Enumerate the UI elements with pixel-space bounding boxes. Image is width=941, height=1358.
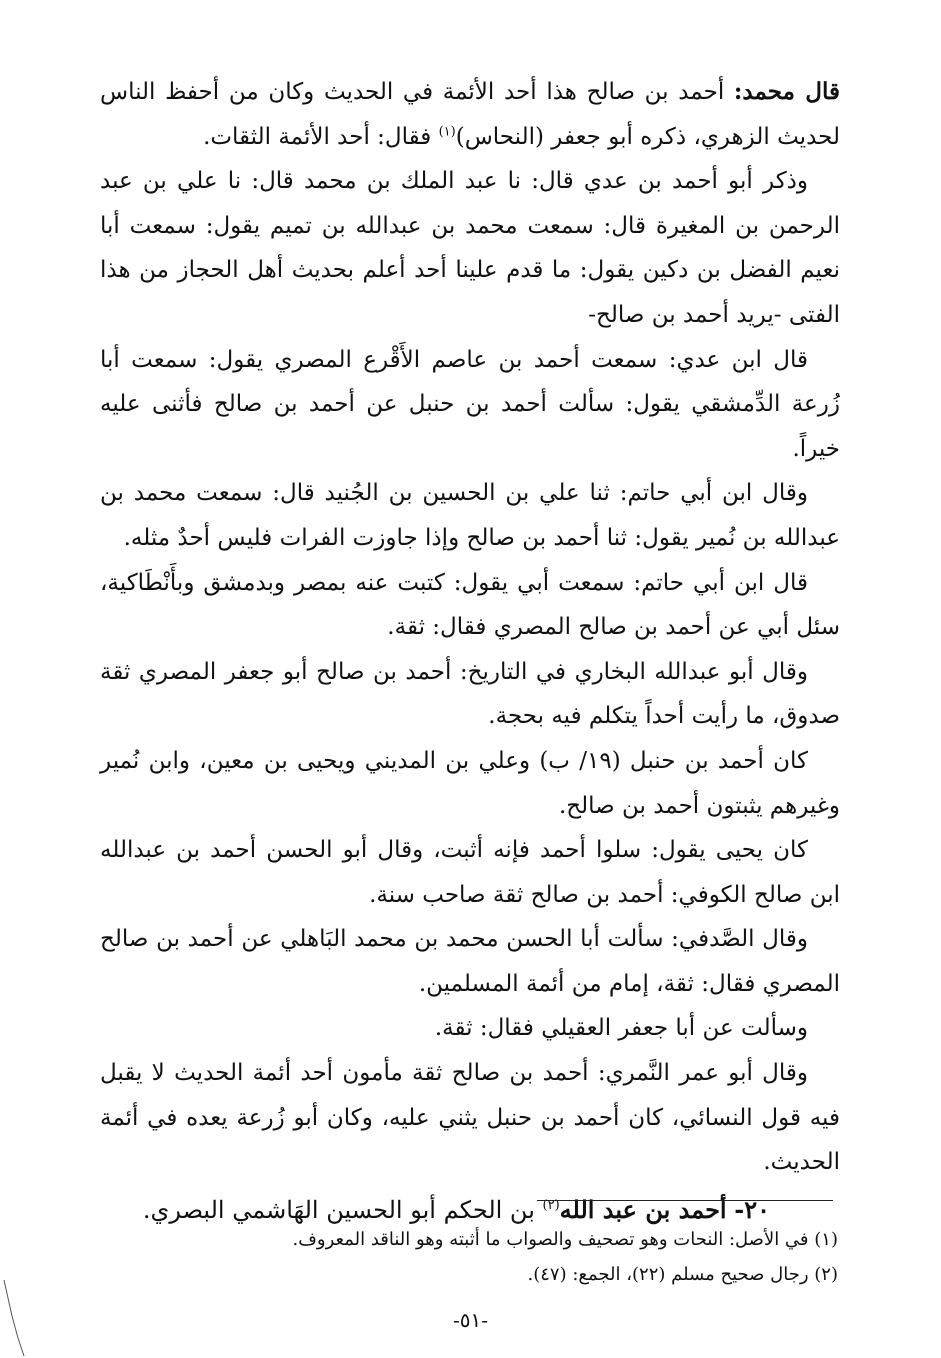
- footnote-divider: [537, 1200, 833, 1201]
- paragraph-text-after: فقال: أحد الأئمة الثقات.: [203, 123, 439, 150]
- footnote-ref: (٢): [542, 1197, 560, 1213]
- page-number: -٥١-: [452, 1308, 488, 1332]
- paragraph: وسألت عن أبا جعفر العقيلي فقال: ثقة.: [434, 1015, 808, 1042]
- entry-rest: بن الحكم أبو الحسين الهَاشمي البصري.: [142, 1195, 543, 1224]
- paragraph: قال ابن عدي: سمعت أحمد بن عاصم الأَقْرع المصري يقول: سمعت أبا زُرعة الدِّمشقي يقول: سألت أحمد بن حنبل عن أحمد بن صالح فأثنى عليه خيراً.: [100, 346, 840, 462]
- footnotes: [100, 1222, 838, 1292]
- paragraph-lead: قال محمد:: [733, 78, 840, 105]
- paragraph: كان يحيى يقول: سلوا أحمد فإنه أثبت، وقال أبو الحسن أحمد بن عبدالله ابن صالح الكوفي: أحمد بن صالح ثقة صاحب سنة.: [100, 837, 840, 908]
- footnote: (١) في الأصل: النحات وهو تصحيف والصواب ما أثبته وهو الناقد المعروف.: [292, 1229, 838, 1250]
- paragraph: وقال الصَّدفي: سألت أبا الحسن محمد بن محمد البَاهلي عن أحمد بن صالح المصري فقال: ثقة، إمام من أئمة المسلمين.: [100, 926, 840, 997]
- footnote: (٢) رجال صحيح مسلم (٢٢)، الجمع: (٤٧).: [527, 1264, 838, 1285]
- paragraph: وقال أبو عمر النَّمري: أحمد بن صالح ثقة مأمون أحد أئمة الحديث لا يقبل فيه قول النسائي، كان أحمد بن حنبل يثني عليه، وكان أبو زُرعة يعده في أئمة الحديث.: [100, 1060, 840, 1176]
- paragraph: وذكر أبو أحمد بن عدي قال: نا عبد الملك بن محمد قال: نا علي بن عبد الرحمن بن المغيرة قال: سمعت محمد بن عبدالله بن تميم يقول: سمعت أبا نعيم الفضل بن دكين يقول: ما قدم علينا أحد أعلم بحديث أهل الحجاز من هذا الفتى -يريد أحمد بن صالح-: [100, 168, 840, 328]
- footnote-ref: (١): [438, 123, 456, 139]
- entry-number: ٢٠-: [734, 1194, 770, 1224]
- paragraph: وقال أبو عبدالله البخاري في التاريخ: أحمد بن صالح أبو جعفر المصري ثقة صدوق، ما رأيت أحداً يتكلم فيه بحجة.: [100, 658, 840, 730]
- scan-edge-mark: [2, 1278, 32, 1358]
- paragraph: [100, 70, 840, 159]
- paragraph-text: أحمد بن صالح هذا أحد الأئمة في الحديث وكان من أحفظ الناس لحديث الزهري، ذكره أبو جعفر (النحاس): [100, 79, 840, 150]
- entry-name: أحمد بن عبد الله: [559, 1194, 727, 1224]
- paragraph: وقال ابن أبي حاتم: ثنا علي بن الحسين بن الجُنيد قال: سمعت محمد بن عبدالله بن نُمير يقول: ثنا أحمد بن صالح وإذا جاوزت الفرات فليس أحدٌ مثله.: [100, 480, 840, 551]
- main-text: [100, 70, 840, 1233]
- paragraph: قال ابن أبي حاتم: سمعت أبي يقول: كتبت عنه بمصر وبدمشق وبأَنْطَاكية، سئل أبي عن أحمد بن صالح المصري فقال: ثقة.: [100, 569, 840, 641]
- paragraph: كان أحمد بن حنبل (١٩/ ب) وعلي بن المديني ويحيى بن معين، وابن نُمير وغيرهم يثبتون أحمد بن صالح.: [100, 747, 840, 819]
